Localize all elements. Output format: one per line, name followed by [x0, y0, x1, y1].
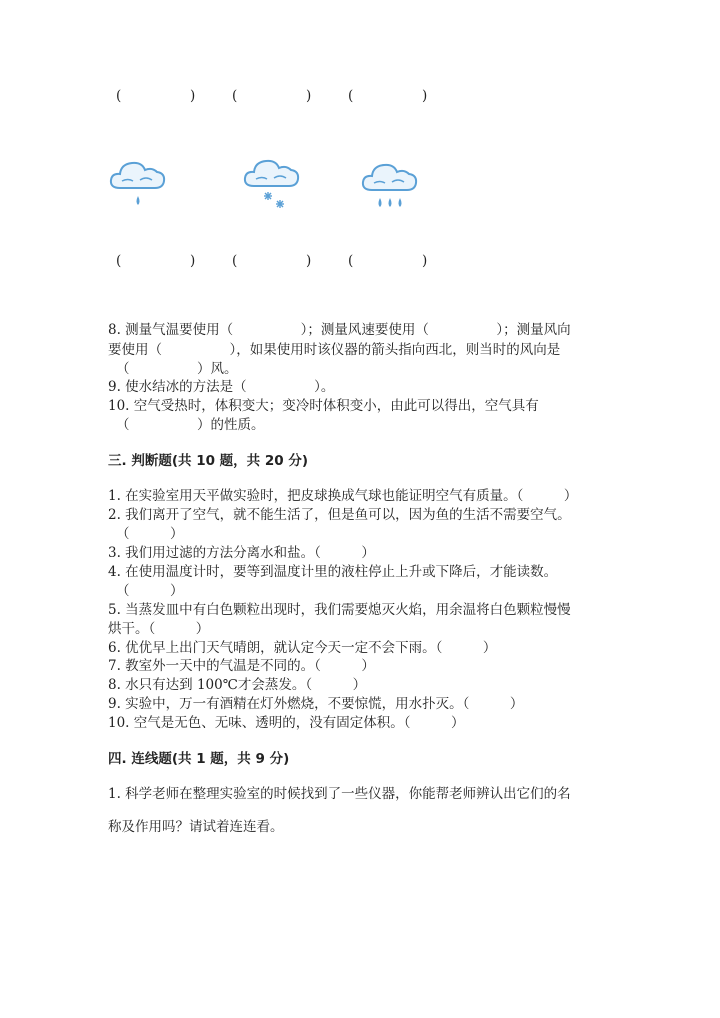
question-9: 9. 使水结冰的方法是（ ）。	[108, 379, 335, 395]
paren-open-3: (	[348, 88, 354, 104]
judge-item-5-cont: 烘干。（ ）	[108, 621, 210, 637]
judge-item-1: 1. 在实验室用天平做实验时，把皮球换成气球也能证明空气有质量。（ ）	[108, 488, 578, 504]
judge-item-5: 5. 当蒸发皿中有白色颗粒出现时，我们需要熄灭火焰，用余温将白色颗粒慢慢	[108, 602, 571, 618]
paren-close-3: )	[422, 88, 428, 104]
judge-item-9: 9. 实验中，万一有酒精在灯外燃烧，不要惊慌，用水扑灭。（ ）	[108, 696, 524, 712]
judge-item-10: 10. 空气是无色、无味、透明的，没有固定体积。（ ）	[108, 715, 465, 731]
question-8-line-1: 8. 测量气温要使用（ ）；测量风速要使用（ ）；测量风向	[108, 322, 571, 338]
judge-item-3: 3. 我们用过滤的方法分离水和盐。（ ）	[108, 545, 375, 561]
paren-row-top	[116, 88, 446, 108]
paren-close-1: )	[190, 88, 196, 104]
paren-close-6: )	[422, 253, 428, 269]
judge-item-4: 4. 在使用温度计时，要等到温度计里的液柱停止上升或下降后，才能读数。	[108, 564, 558, 580]
judge-item-6: 6. 优优早上出门天气晴朗，就认定今天一定不会下雨。（ ）	[108, 640, 497, 656]
judge-item-4-paren: （ ）	[116, 583, 184, 599]
paren-close-5: )	[306, 253, 312, 269]
cloud-snow-icon	[242, 152, 304, 214]
paren-open-5: (	[232, 253, 238, 269]
paren-row-bottom	[116, 253, 446, 273]
question-10-line-2: （ ）的性质。	[116, 417, 265, 433]
judge-item-8: 8. 水只有达到 100℃才会蒸发。（ ）	[108, 677, 367, 693]
paren-open-1: (	[116, 88, 122, 104]
matching-question-line-1: 1. 科学老师在整理实验室的时候找到了一些仪器，你能帮老师辨认出它们的名	[108, 786, 571, 802]
paren-open-2: (	[232, 88, 238, 104]
question-8-line-3: （ ）风。	[116, 361, 238, 377]
section-3-title: 三. 判断题(共 10 题，共 20 分)	[108, 453, 309, 469]
cloud-rain-light-icon	[108, 154, 170, 212]
judge-item-7: 7. 教室外一天中的气温是不同的。（ ）	[108, 658, 375, 674]
question-10-line-1: 10. 空气受热时，体积变大；变冷时体积变小，由此可以得出，空气具有	[108, 398, 539, 414]
section-4-title: 四. 连线题(共 1 题，共 9 分)	[108, 751, 290, 767]
matching-question-line-2: 称及作用吗？请试着连连看。	[108, 819, 284, 835]
judge-item-2-paren: （ ）	[116, 526, 184, 542]
paren-close-4: )	[190, 253, 196, 269]
cloud-rain-heavy-icon	[360, 156, 422, 214]
paren-close-2: )	[306, 88, 312, 104]
paren-open-6: (	[348, 253, 354, 269]
judge-item-2: 2. 我们离开了空气，就不能生活了，但是鱼可以，因为鱼的生活不需要空气。	[108, 507, 571, 523]
paren-open-4: (	[116, 253, 122, 269]
question-8-line-2: 要使用（ ），如果使用时该仪器的箭头指向西北，则当时的风向是	[108, 342, 561, 358]
